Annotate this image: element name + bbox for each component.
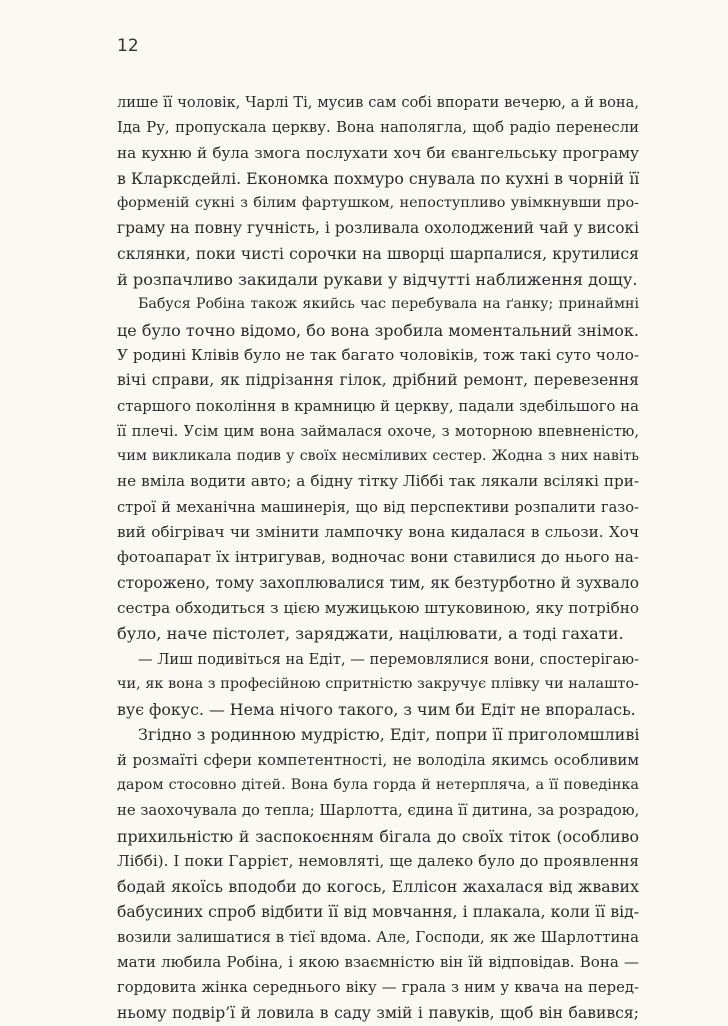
text-line: форменій сукні з білим фартушком, непоступливо увімкнувши про-: [117, 195, 639, 212]
text-line: бабусиних спроб відбити її від мовчання, і плакала, коли її від-: [117, 902, 639, 921]
text-line: строї й механічна машинерія, що від перспективи розпалити газо-: [117, 498, 639, 516]
text-line: Згідно з родинною мудрістю, Едіт, попри її приголомшливі: [138, 725, 639, 745]
text-line: — Лиш подивіться на Едіт, — перемовлялися вони, спостерігаю-: [138, 650, 639, 668]
text-line: її плечі. Усім цим вона займалася охоче, з моторною впевненістю,: [117, 422, 639, 440]
text-line: вічі справи, як підрізання гілок, дрібний ремонт, перевезення: [117, 371, 639, 390]
text-line: вує фокус. — Нема нічого такого, з чим би Едіт не впоралась.: [117, 700, 636, 720]
text-line: сторожено, тому захоплювалися тим, як безтурботно й зухвало: [117, 573, 639, 592]
text-line: фотоапарат їх інтригував, водночас вони ставилися до нього на-: [117, 548, 639, 567]
text-line: лише її чоловік, Чарлі Ті, мусив сам собі впорати вечерю, а й вона,: [117, 94, 639, 111]
text-line: в Кларксдейлі. Економка похмуро снувала по кухні в чорній її: [117, 168, 639, 188]
text-line: прихильністю й заспокоєнням бігала до своїх тіток (особливо: [117, 826, 639, 846]
text-line: граму на повну гучність, і розливала охолоджений чай у високі: [117, 219, 639, 238]
text-line: бодай якоїсь вподоби до когось, Еллісон жахалася від жвавих: [117, 877, 639, 897]
text-line: сестра обходиться з цією мужицькою штуковиною, яку потрібно: [117, 598, 639, 617]
text-line: вий обігрівач чи змінити лампочку вона кидалася в сльози. Хоч: [117, 523, 639, 542]
text-line: це було точно відомо, бо вона зробила моментальний знімок.: [117, 320, 639, 340]
text-line: на кухню й була змога послухати хоч би євангельську програму: [117, 143, 639, 162]
text-line: Іда Ру, пропускала церкву. Вона наполягла, щоб радіо перенесли: [117, 119, 639, 137]
text-line: У родині Клівів було не так багато чоловіків, тож такі суто чоло-: [117, 345, 639, 364]
text-line: не вміла водити авто; а бідну тітку Ліббі так лякали всілякі при-: [117, 472, 639, 491]
text-line: було, наче пістолет, заряджати, націлювати, а тоді гахати.: [117, 624, 624, 644]
text-line: чи, як вона з професійною спритністю закручує плівку чи налашто-: [117, 675, 639, 692]
text-line: возили залишатися в тієї вдома. Але, Господи, як же Шарлоттина: [117, 928, 639, 946]
text-line: мати любила Робіна, і якою взаємністю він їй відповідав. Вона —: [117, 953, 639, 972]
text-line: Ліббі). І поки Гаррієт, немовляті, ще далеко було до проявлення: [117, 851, 639, 870]
text-line: Бабуся Робіна також якийсь час перебувала на ґанку; принаймні: [138, 296, 639, 313]
text-line: гордовита жінка середнього віку — грала з ним у квача на перед-: [117, 979, 639, 997]
text-line: старшого покоління в крамницю й церкву, падали здебільшого на: [117, 397, 639, 415]
text-line: й розмаїті сфери компетентності, не володіла якимсь особливим: [117, 750, 639, 769]
text-line: не заохочувала до тепла; Шарлотта, єдина її дитина, за розрадою,: [117, 802, 639, 820]
text-line: даром стосовно дітей. Вона була горда й нетерпляча, а її поведінка: [117, 777, 639, 794]
text-line: й розпачливо закидали рукави у відчутті наближення дощу.: [117, 270, 638, 290]
page-number: 12: [117, 36, 139, 56]
text-line: склянки, поки чисті сорочки на шворці шарпалися, крутилися: [117, 244, 639, 263]
text-line: чим викликала подив у своїх несміливих сестер. Жодна з них навіть: [117, 448, 639, 465]
text-line: ньому подвір’ї й ловила в саду змій і павуків, щоб він бавився;: [117, 1003, 639, 1022]
body-text: [117, 90, 639, 1026]
